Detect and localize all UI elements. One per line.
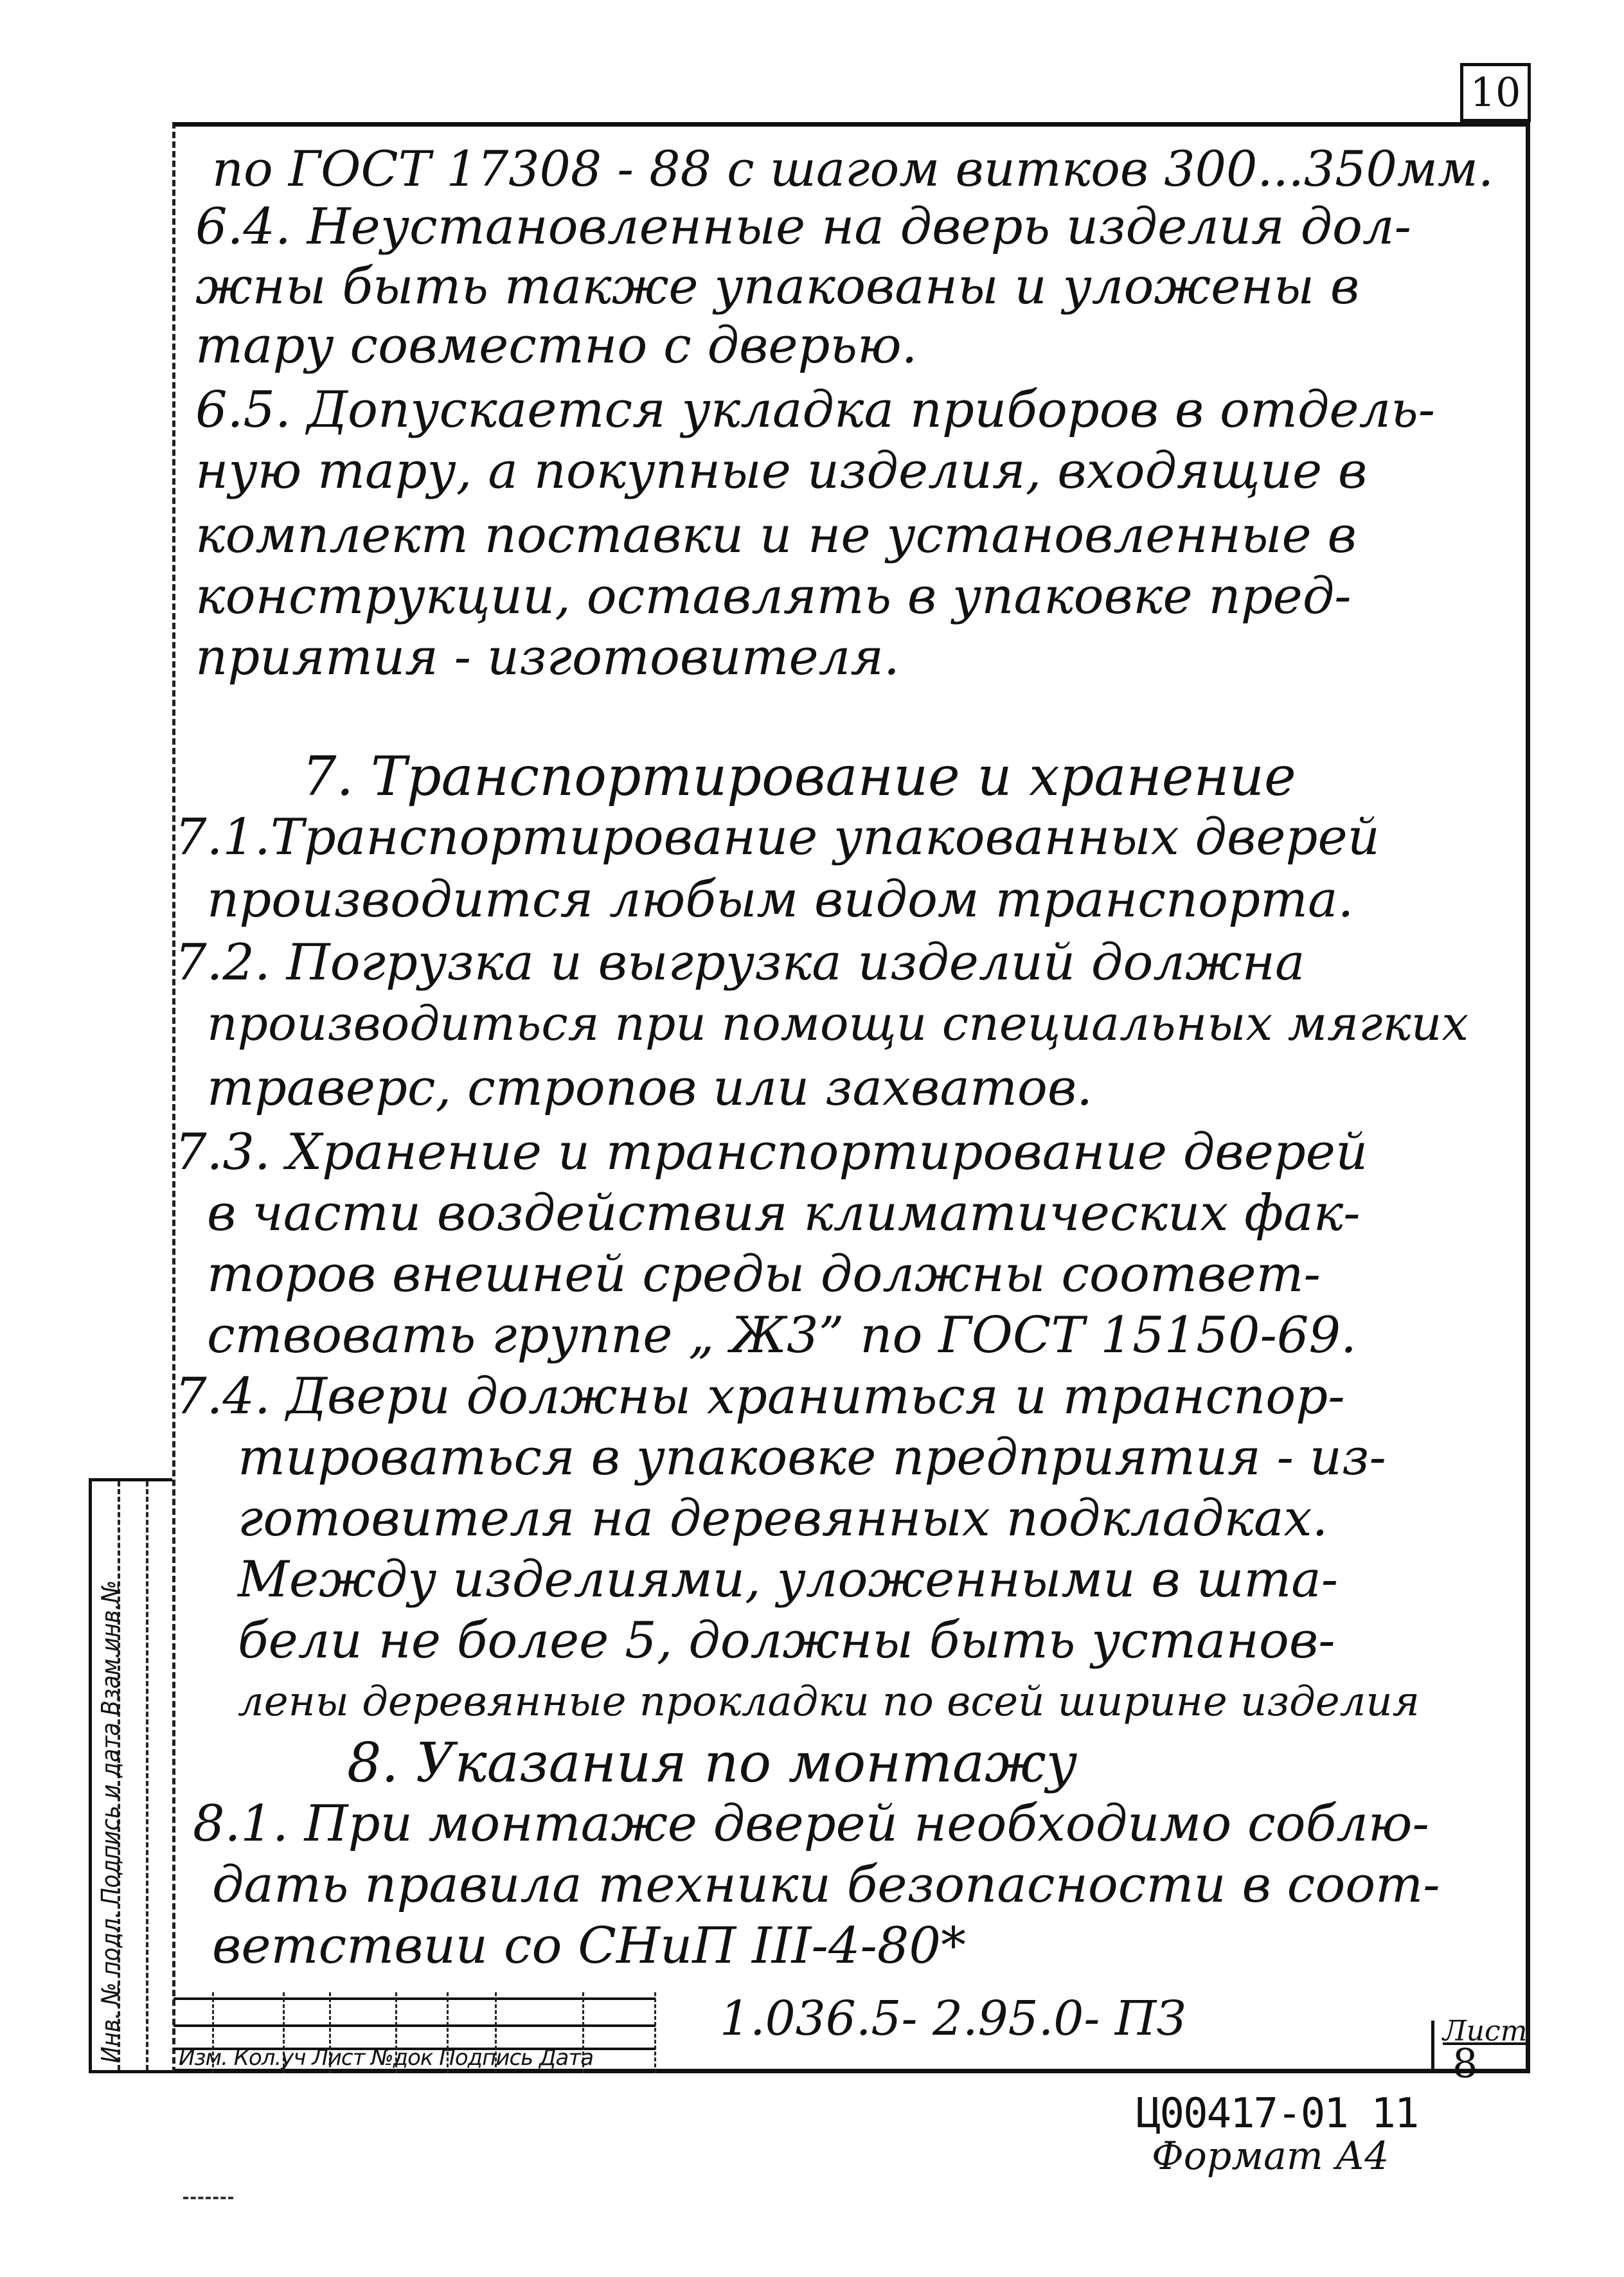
text-line: комплект поставки и не установленные в [195,506,1357,564]
section-heading: 8. Указания по монтажу [347,1731,1078,1794]
text-line: 6.5. Допускается укладка приборов в отдель- [195,381,1436,439]
text-line: ствовать группе „ Ж3” по ГОСТ 15150-69. [207,1307,1357,1364]
text-line: в части воздействия климатических фак- [207,1184,1361,1242]
text-line: 7.4. Двери должны храниться и транспор- [175,1368,1345,1425]
text-line: готовителя на деревянных подкладках. [238,1490,1328,1548]
text-line: дать правила техники безопасности в соот- [212,1856,1440,1914]
text-line: тироваться в упаковке предприятия - из- [238,1429,1386,1487]
side-strip-label: Инв. № подл. Подпись и дата Взам.инв.№ [96,1580,125,2063]
text-line: 7.3. Хранение и транспортирование дверей [175,1123,1368,1181]
text-line: производиться при помощи специальных мягких [207,996,1469,1051]
text-line: 7.2. Погрузка и выгрузка изделий должна [175,934,1305,992]
text-line: лены деревянные прокладки по всей ширине изделия [238,1678,1420,1726]
text-line: приятия - изготовителя. [195,629,900,686]
page-format: Формат А4 [1152,2134,1389,2179]
text-line: 7.1.Транспортирование упакованных дверей [175,808,1380,866]
text-line: производится любым видом транспорта. [207,871,1354,929]
archive-stamp: Ц00417-01 11 [1136,2090,1418,2138]
text-line: ветствии со СНиП III-4-80* [212,1917,967,1975]
title-block-columns: Изм. Кол.уч Лист №док Подпись Дата [179,2045,594,2071]
text-line: Между изделиями, уложенными в шта- [238,1551,1339,1609]
text-line: ную тару, а покупные изделия, входящие в [195,442,1368,500]
sheet-label: Лист [1443,2015,1528,2048]
text-line: траверс, стропов или захватов. [207,1059,1093,1117]
text-line: по ГОСТ 17308 - 88 с шагом витков 300...350мм. [212,140,1494,197]
document-code: 1.036.5- 2.95.0- ПЗ [720,1991,1186,2046]
page-number: 10 [1460,63,1531,122]
text-line: конструкции, оставлять в упаковке пред- [195,567,1352,625]
dash-mark [183,2197,233,2199]
text-line: 6.4. Неустановленные на дверь изделия дол- [195,198,1411,256]
text-line: торов внешней среды должны соответ- [207,1246,1321,1303]
text-line: жны быть также упакованы и уложены в [195,258,1360,316]
section-heading: 7. Транспортирование и хранение [302,745,1296,808]
text-line: бели не более 5, должны быть установ- [238,1612,1335,1670]
text-line: 8.1. При монтаже дверей необходимо соблю- [193,1795,1429,1853]
text-line: тару совместно с дверью. [195,317,918,375]
sheet-number: 8 [1452,2040,1478,2087]
